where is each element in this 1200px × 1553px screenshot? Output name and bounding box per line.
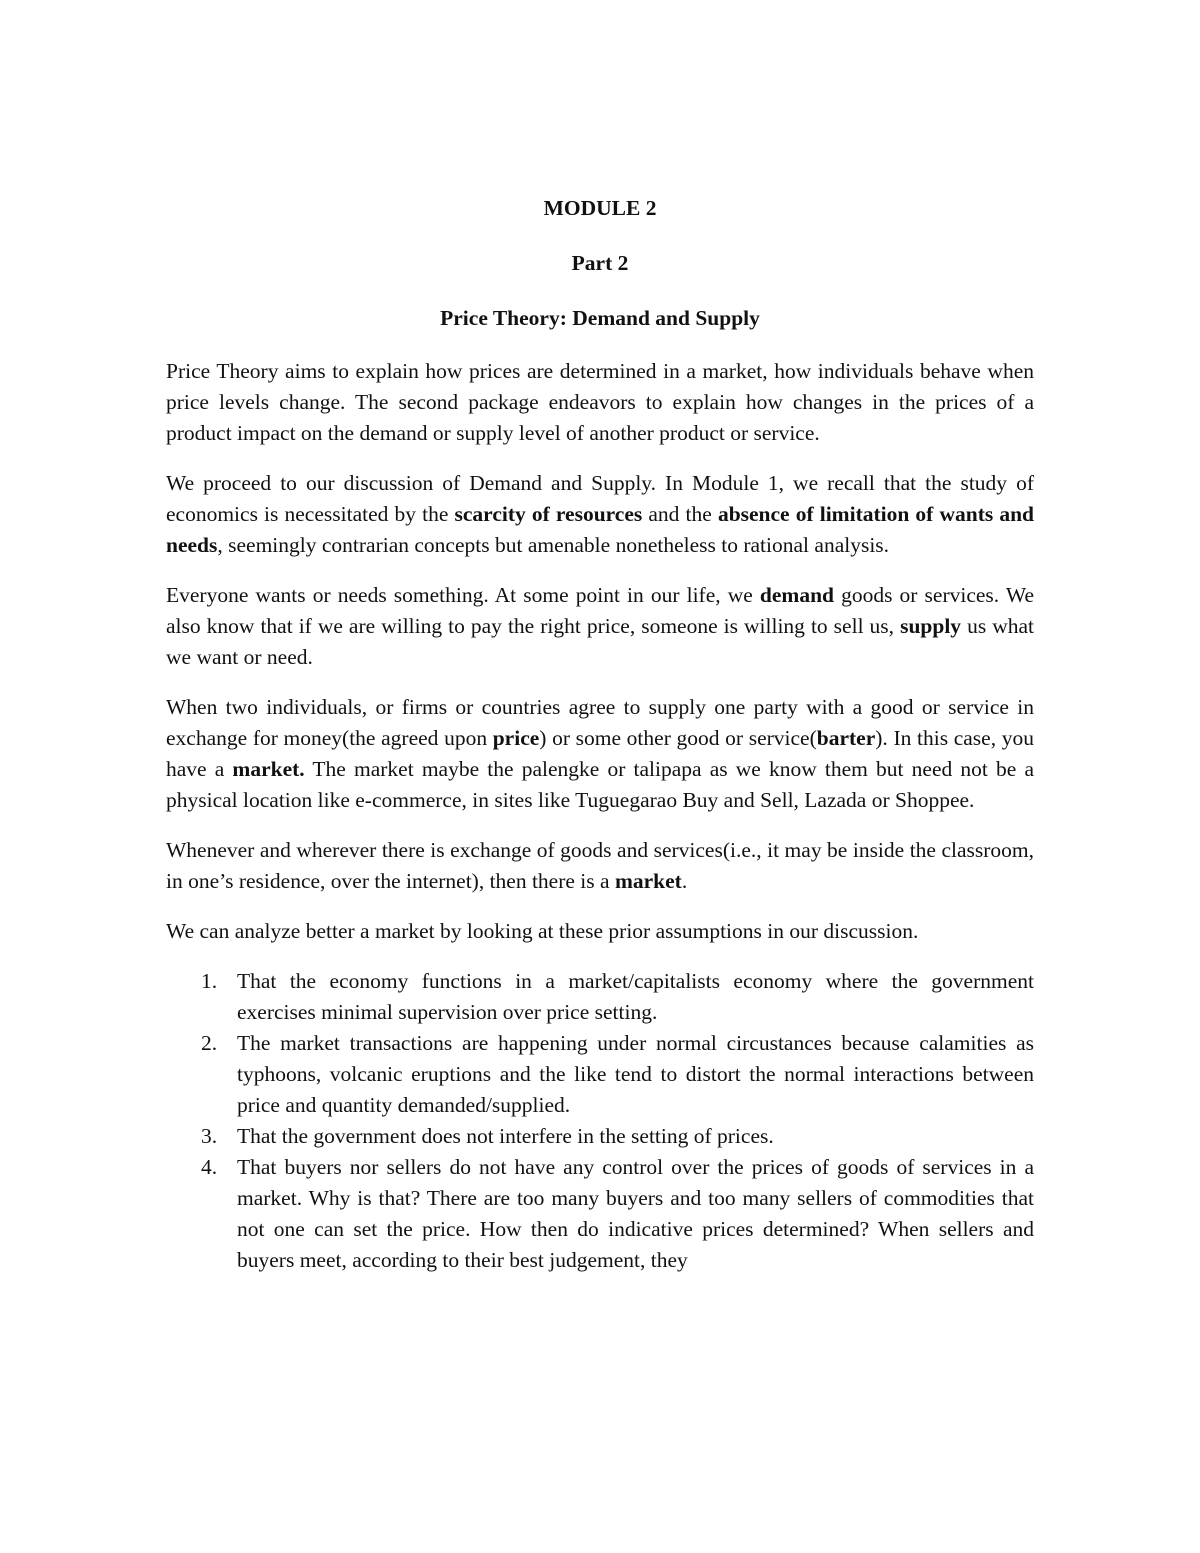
text-run: goods or services. We also know that if we are willing to pay the right price, someone is willing to sell us, [166, 583, 1034, 638]
text-run: The market maybe the palengke or talipapa as we know them but need not be a physical location like e-commerce, in sites like Tuguegarao Buy and Sell, Lazada or Shoppee. [166, 757, 1034, 812]
list-item [166, 1028, 1034, 1121]
part-heading: Part 2 [571, 251, 629, 275]
text-run: ) or some other good or service( [539, 726, 817, 750]
text-run: Whenever and wherever there is exchange of goods and services(i.e., it may be inside the classroom, in one’s residence, over the internet), then there is a [166, 838, 1034, 893]
list-item [166, 1121, 1034, 1152]
list-item [166, 966, 1034, 1028]
list-item-text: That buyers nor sellers do not have any control over the prices of goods of services in a market. Why is that? There are too many buyers and too many sellers of commodities that not one can set the price. How then do indicative prices determined? When sellers and buyers meet, according to their best judgement, they [237, 1155, 1034, 1272]
bold-term-demand: demand [759, 583, 834, 607]
list-number: 4. [201, 1155, 218, 1179]
bold-term-price: price [492, 726, 540, 750]
list-item-text: That the economy functions in a market/capitalists economy where the government exercises minimal supervision over price setting. [237, 969, 1034, 1024]
text-run: . [681, 869, 688, 893]
paragraph-assumptions-intro: We can analyze better a market by looking at these prior assumptions in our discussion. [166, 919, 919, 943]
paragraph-whenever-exchange [166, 835, 1034, 897]
list-item [166, 1152, 1034, 1276]
text-run: us what we want or need. [166, 614, 1034, 669]
paragraph-price-theory: Price Theory aims to explain how prices are determined in a market, how individuals behave when price levels change. The second package endeavors to explain how changes in the prices of a product impact on the demand or supply level of another product or service. [166, 359, 1034, 445]
bold-term-scarcity: scarcity of resources [454, 502, 643, 526]
list-number: 2. [201, 1031, 218, 1055]
bold-term-market: market. [232, 757, 305, 781]
list-number: 1. [201, 969, 218, 993]
text-run: , seemingly contrarian concepts but amenable nonetheless to rational analysis. [217, 533, 890, 557]
bold-term-market: market [614, 869, 682, 893]
paragraph-demand-supply-intro [166, 468, 1034, 561]
text-run: Everyone wants or needs something. At some point in our life, we [166, 583, 760, 607]
text-run: When two individuals, or firms or countries agree to supply one party with a good or service in exchange for money(the agreed upon [166, 695, 1034, 750]
paragraph-market-definition [166, 692, 1034, 816]
text-run: ). In this case, you have a [166, 726, 1034, 781]
list-number: 3. [201, 1124, 218, 1148]
assumptions-list [166, 966, 1034, 1276]
module-heading: MODULE 2 [543, 196, 657, 220]
paragraph-everyone-wants [166, 580, 1034, 673]
text-run: We proceed to our discussion of Demand and Supply. In Module 1, we recall that the study of economics is necessitated by the [166, 471, 1034, 526]
bold-term-supply: supply [900, 614, 962, 638]
bold-term-barter: barter [816, 726, 876, 750]
text-run: and the [642, 502, 718, 526]
document-title: Price Theory: Demand and Supply [440, 306, 760, 330]
bold-term-absence-of-limitation: absence of limitation of wants and needs [166, 502, 1035, 557]
list-item-text: The market transactions are happening under normal circustances because calamities as typhoons, volcanic eruptions and the like tend to distort the normal interactions between price and quantity demanded/supplied. [237, 1031, 1034, 1117]
list-item-text: That the government does not interfere in the setting of prices. [237, 1124, 774, 1148]
